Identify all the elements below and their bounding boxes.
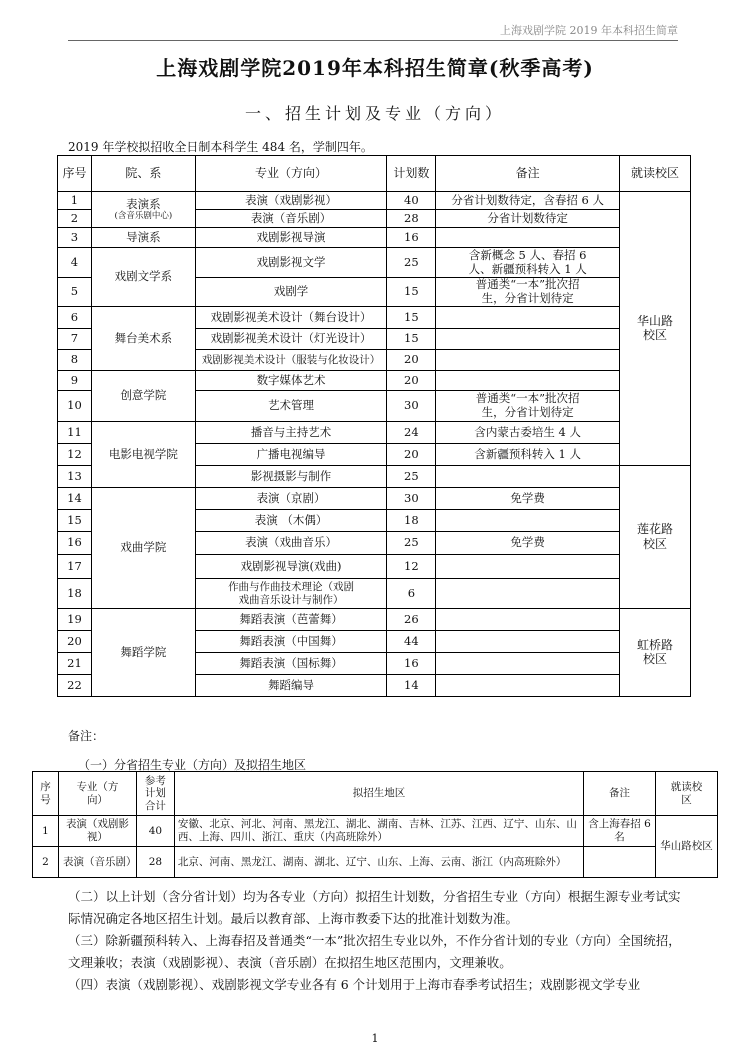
campus-name: 虹桥路校区 — [637, 637, 674, 667]
row-no: 15 — [58, 510, 92, 532]
note-cell: 含上海春招 6 名 — [584, 816, 656, 847]
major-cell: 表演（京剧） — [195, 488, 387, 510]
regions-cell: 北京、河南、黑龙江、湖南、湖北、辽宁、山东、上海、云南、浙江（内高班除外） — [174, 847, 583, 878]
table-header-row — [58, 156, 691, 192]
plan-cell: 6 — [387, 579, 436, 609]
paragraph-3: （三）除新疆预科转入、上海春招及普通类“一本”批次招生专业以外，不作分省计划的专业（方向）全国统招，文理兼收；表演（戏剧影视）、表演（音乐剧）在拟招生地区范围内，文理兼收。 — [68, 933, 681, 970]
plan-cell: 28 — [136, 847, 174, 878]
note-cell — [436, 555, 620, 579]
row-no: 1 — [58, 192, 92, 210]
plan-cell: 25 — [387, 466, 436, 488]
major-cell: 戏剧影视文学 — [195, 248, 387, 278]
row-no: 12 — [58, 444, 92, 466]
note-cell — [436, 631, 620, 653]
note-cell: 普通类“一本”批次招生，分省计划待定 — [436, 391, 620, 422]
note-cell — [436, 675, 620, 697]
major-cell: 表演（戏曲音乐） — [195, 532, 387, 555]
row-no: 22 — [58, 675, 92, 697]
plan-cell: 20 — [387, 444, 436, 466]
col-header: 备注 — [584, 772, 656, 816]
plan-cell: 25 — [387, 248, 436, 278]
note-cell — [436, 510, 620, 532]
dept-cell: 导演系 — [91, 228, 195, 248]
plan-cell: 44 — [387, 631, 436, 653]
dept-name: 表演系 — [126, 196, 161, 211]
major-cell: 播音与主持艺术 — [195, 422, 387, 444]
dept-cell: 舞台美术系 — [91, 307, 195, 371]
row-no: 2 — [33, 847, 59, 878]
col-header: 备注 — [436, 156, 620, 192]
major-cell: 舞蹈表演（芭蕾舞） — [195, 609, 387, 631]
row-no: 20 — [58, 631, 92, 653]
page-title: 上海戏剧学院2019年本科招生简章(秋季高考) — [156, 56, 594, 80]
row-no: 16 — [58, 532, 92, 555]
table-row — [58, 248, 691, 278]
row-no: 10 — [58, 391, 92, 422]
plan-cell: 28 — [387, 210, 436, 228]
col-header: 拟招生地区 — [174, 772, 583, 816]
col-header: 院、系 — [91, 156, 195, 192]
dept-cell: 电影电视学院 — [91, 422, 195, 488]
row-no: 8 — [58, 350, 92, 371]
note-cell — [436, 653, 620, 675]
table-row — [58, 422, 691, 444]
note-cell — [436, 466, 620, 488]
major-cell: 戏剧影视美术设计（舞台设计） — [195, 307, 387, 329]
row-no: 11 — [58, 422, 92, 444]
dept-cell: 戏曲学院 — [91, 488, 195, 609]
row-no: 5 — [58, 278, 92, 307]
table-row — [33, 816, 718, 847]
note-cell: 普通类“一本”批次招生，分省计划待定 — [436, 278, 620, 307]
table-header-row — [33, 772, 718, 816]
dept-sub: (含音乐剧中心) — [114, 211, 173, 222]
plan-cell: 30 — [387, 391, 436, 422]
plan-cell: 24 — [387, 422, 436, 444]
col-header: 序号 — [58, 156, 92, 192]
major-cell: 戏剧学 — [195, 278, 387, 307]
major-cell: 戏剧影视美术设计（服装与化妆设计） — [195, 350, 387, 371]
note-cell — [436, 350, 620, 371]
row-no: 7 — [58, 329, 92, 350]
plan-cell: 20 — [387, 350, 436, 371]
major-cell: 戏剧影视美术设计（灯光设计） — [195, 329, 387, 350]
plan-cell: 40 — [136, 816, 174, 847]
major-cell: 表演（戏剧影视） — [195, 192, 387, 210]
note-cell: 分省计划数待定 — [436, 210, 620, 228]
table-row — [58, 488, 691, 510]
note-cell: 含新疆预科转入 1 人 — [436, 444, 620, 466]
note-cell — [436, 307, 620, 329]
subsection-heading: （一）分省招生专业（方向）及拟招生地区 — [78, 758, 307, 772]
major-cell: 广播电视编导 — [195, 444, 387, 466]
col-header: 专业（方向） — [58, 772, 136, 816]
note-cell — [436, 329, 620, 350]
plan-cell: 40 — [387, 192, 436, 210]
note-cell — [584, 847, 656, 878]
campus-cell — [620, 609, 691, 697]
plan-cell: 15 — [387, 329, 436, 350]
section-heading: 一、招生计划及专业（方向） — [244, 104, 505, 123]
enrollment-plan-table — [57, 155, 691, 697]
plan-cell: 14 — [387, 675, 436, 697]
major-cell: 影视摄影与制作 — [195, 466, 387, 488]
note-cell: 免学费 — [436, 488, 620, 510]
plan-cell: 12 — [387, 555, 436, 579]
plan-cell: 18 — [387, 510, 436, 532]
paragraph-4: （四）表演（戏剧影视）、戏剧影视文学专业各有 6 个计划用于上海市春季考试招生；戏剧影视文学专业 — [68, 977, 641, 992]
major-cell: 表演（音乐剧） — [58, 847, 136, 878]
table-row — [58, 609, 691, 631]
campus-name: 华山路校区 — [637, 313, 674, 343]
major-cell: 舞蹈表演（国标舞） — [195, 653, 387, 675]
row-no: 3 — [58, 228, 92, 248]
major-cell: 艺术管理 — [195, 391, 387, 422]
dept-cell: 戏剧文学系 — [91, 248, 195, 307]
row-no: 21 — [58, 653, 92, 675]
row-no: 14 — [58, 488, 92, 510]
note-cell — [436, 371, 620, 391]
col-header: 序号 — [33, 772, 59, 816]
campus-cell — [620, 466, 691, 609]
col-header: 计划数 — [387, 156, 436, 192]
row-no: 9 — [58, 371, 92, 391]
intro-text: 2019 年学校拟招收全日制本科学生 484 名，学制四年。 — [68, 140, 373, 154]
note-cell — [436, 609, 620, 631]
campus-name: 莲花路校区 — [637, 522, 674, 551]
plan-cell: 30 — [387, 488, 436, 510]
campus-cell — [620, 192, 691, 466]
row-no: 4 — [58, 248, 92, 278]
major-cell: 舞蹈编导 — [195, 675, 387, 697]
paragraph-2: （二）以上计划（含分省计划）均为各专业（方向）拟招生计划数，分省招生专业（方向）根据生源专业考试实际情况确定各地区招生计划。最后以教育部、上海市教委下达的批准计划数为准。 — [68, 889, 681, 926]
major-cell: 表演 （木偶） — [195, 510, 387, 532]
col-header: 就读校区 — [656, 772, 718, 816]
major-cell: 戏剧影视导演(戏曲) — [195, 555, 387, 579]
note-cell: 含内蒙古委培生 4 人 — [436, 422, 620, 444]
col-header: 参考计划合计 — [136, 772, 174, 816]
row-no: 2 — [58, 210, 92, 228]
major-cell: 舞蹈表演（中国舞） — [195, 631, 387, 653]
plan-cell: 16 — [387, 228, 436, 248]
note-cell: 含新概念 5 人、春招 6 人、新疆预科转入 1 人 — [436, 248, 620, 278]
row-no: 18 — [58, 579, 92, 609]
row-no: 13 — [58, 466, 92, 488]
row-no: 19 — [58, 609, 92, 631]
plan-cell: 15 — [387, 278, 436, 307]
note-cell: 免学费 — [436, 532, 620, 555]
table-row — [58, 307, 691, 329]
plan-cell: 20 — [387, 371, 436, 391]
plan-cell: 15 — [387, 307, 436, 329]
major-cell: 数字媒体艺术 — [195, 371, 387, 391]
table-row — [58, 228, 691, 248]
table-row — [58, 192, 691, 210]
running-header: 上海戏剧学院 2019 年本科招生简章 — [68, 22, 678, 41]
dept-cell — [91, 192, 195, 228]
table-row — [58, 371, 691, 391]
major-cell: 表演（戏剧影视） — [58, 816, 136, 847]
row-no: 17 — [58, 555, 92, 579]
campus-cell: 华山路校区 — [656, 816, 718, 878]
provincial-plan-table — [32, 771, 718, 878]
major-cell: 戏剧影视导演 — [195, 228, 387, 248]
note-cell — [436, 579, 620, 609]
table-row — [33, 847, 718, 878]
row-no: 6 — [58, 307, 92, 329]
col-header: 专业（方向） — [195, 156, 387, 192]
major-cell: 作曲与作曲技术理论（戏剧戏曲音乐设计与制作） — [195, 579, 387, 609]
plan-cell: 26 — [387, 609, 436, 631]
note-cell: 分省计划数待定，含春招 6 人 — [436, 192, 620, 210]
major-cell: 表演（音乐剧） — [195, 210, 387, 228]
note-cell — [436, 228, 620, 248]
col-header: 就读校区 — [620, 156, 691, 192]
page-number: 1 — [371, 1032, 379, 1045]
plan-cell: 25 — [387, 532, 436, 555]
dept-cell: 创意学院 — [91, 371, 195, 422]
note-label: 备注： — [68, 729, 105, 743]
dept-cell: 舞蹈学院 — [91, 609, 195, 697]
row-no: 1 — [33, 816, 59, 847]
plan-cell: 16 — [387, 653, 436, 675]
regions-cell: 安徽、北京、河北、河南、黑龙江、湖北、湖南、吉林、江苏、江西、辽宁、山东、山西、上海、四川、浙江、重庆（内高班除外） — [174, 816, 583, 847]
